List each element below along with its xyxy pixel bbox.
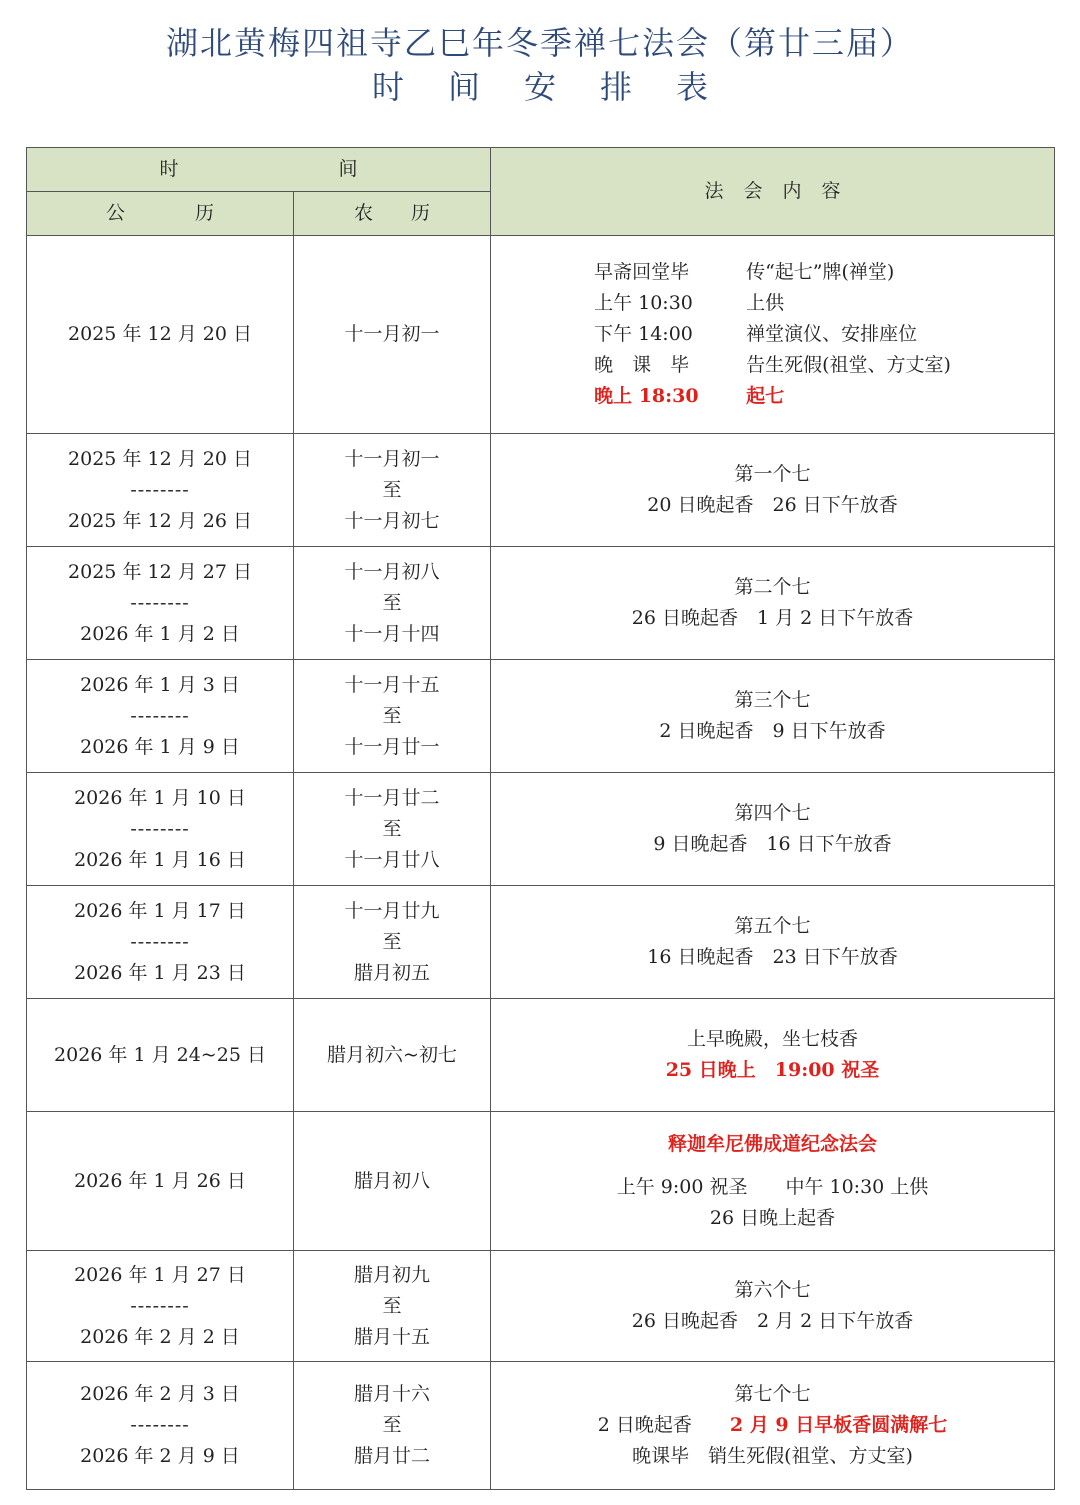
gongli-cell: 2025 年 12 月 27 日 -------- 2026 年 1 月 2 日 [27,547,294,660]
schedule-table [26,147,1055,1490]
gongli-cell: 2026 年 1 月 3 日 -------- 2026 年 1 月 9 日 [27,660,294,773]
nongli-cell: 十一月廿二 至 十一月廿八 [294,773,491,886]
content-cell: 释迦牟尼佛成道纪念法会 上午 9:00 祝圣 中午 10:30 上供 26 日晚上起香 [491,1112,1055,1251]
gongli-cell: 2026 年 1 月 10 日 -------- 2026 年 1 月 16 日 [27,773,294,886]
table-row [27,1251,1055,1362]
header-gongli: 公 历 [27,192,294,236]
table-row [27,236,1055,434]
gongli-cell: 2025 年 12 月 20 日 [27,236,294,434]
page-title: 湖北黄梅四祖寺乙巳年冬季禅七法会（第廿三届） [165,24,914,62]
nongli-cell: 十一月十五 至 十一月廿一 [294,660,491,773]
table-row [27,999,1055,1112]
table-row [27,1362,1055,1490]
content-cell: 第六个七 26 日晚起香 2 月 2 日下午放香 [491,1251,1055,1362]
gongli-cell: 2026 年 2 月 3 日 -------- 2026 年 2 月 9 日 [27,1362,294,1490]
table-row [27,660,1055,773]
nongli-cell: 十一月初一 [294,236,491,434]
content-cell [491,236,1055,434]
opening-schedule: 早斋回堂毕 传“起七”牌(禅堂) 上午 10:30 上供 下午 14:00 禅堂演仪、安排座位 晚 课 毕 告生死假(祖堂、方丈室) 晚上 18:30 起七 [594,261,951,407]
content-cell: 第三个七 2 日晚起香 9 日下午放香 [491,660,1055,773]
table-row [27,434,1055,547]
nongli-cell: 十一月廿九 至 腊月初五 [294,886,491,999]
content-cell: 第五个七 16 日晚起香 23 日下午放香 [491,886,1055,999]
content-cell: 上早晚殿，坐七枝香 25 日晚上 19:00 祝圣 [491,999,1055,1112]
content-cell: 第二个七 26 日晚起香 1 月 2 日下午放香 [491,547,1055,660]
nongli-cell: 十一月初一 至 十一月初七 [294,434,491,547]
table-row [27,547,1055,660]
header-time: 时 间 [27,148,491,192]
table-row [27,886,1055,999]
content-cell: 第七个七 2 日晚起香 2 月 9 日早板香圆满解七 晚课毕 销生死假(祖堂、方丈室) [491,1362,1055,1490]
nongli-cell: 腊月十六 至 腊月廿二 [294,1362,491,1490]
nongli-cell: 腊月初六~初七 [294,999,491,1112]
nongli-cell: 十一月初八 至 十一月十四 [294,547,491,660]
gongli-cell: 2026 年 1 月 17 日 -------- 2026 年 1 月 23 日 [27,886,294,999]
header-content: 法 会 内 容 [491,148,1055,236]
gongli-cell: 2026 年 1 月 26 日 [27,1112,294,1251]
table-row [27,1112,1055,1251]
gongli-cell: 2026 年 1 月 24~25 日 [27,999,294,1112]
page-subtitle: 时 间 安 排 表 [371,68,709,106]
content-cell: 第四个七 9 日晚起香 16 日下午放香 [491,773,1055,886]
nongli-cell: 腊月初八 [294,1112,491,1251]
gongli-cell: 2026 年 1 月 27 日 -------- 2026 年 2 月 2 日 [27,1251,294,1362]
table-row [27,773,1055,886]
header-nongli: 农 历 [294,192,491,236]
nongli-cell: 腊月初九 至 腊月十五 [294,1251,491,1362]
gongli-cell: 2025 年 12 月 20 日 -------- 2025 年 12 月 26 日 [27,434,294,547]
content-cell: 第一个七 20 日晚起香 26 日下午放香 [491,434,1055,547]
